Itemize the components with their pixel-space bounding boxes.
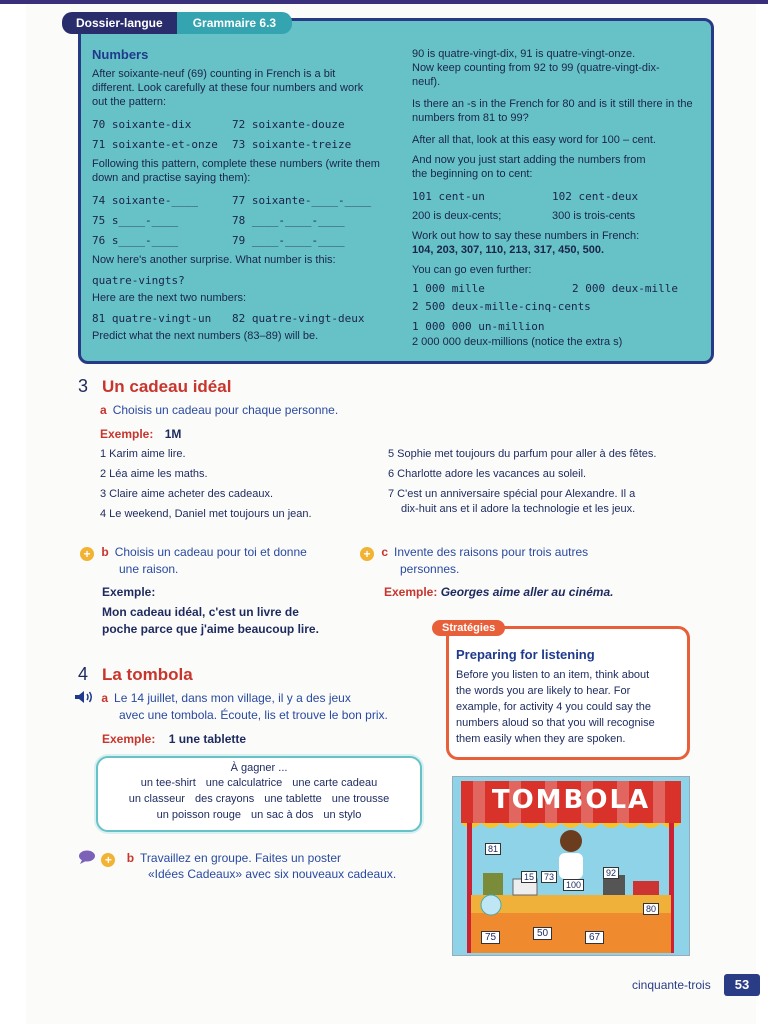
number-79: 79 ____-____-____ [232,234,345,247]
tombola-ticket: 50 [533,927,552,940]
number-75: 75 s____-____ [92,214,179,227]
prize-item: une trousse [331,793,390,805]
section-3a-instruction [100,403,338,417]
tombola-illustration [452,776,690,956]
grammaire-tab: Grammaire 6.3 [177,12,292,34]
strategies-title: Preparing for listening [456,647,595,662]
section-4b-instruction [78,850,341,867]
grammar-next: Here are the next two numbers: [92,292,247,304]
grammar-predict: Predict what the next numbers (83–89) will be. [92,330,319,342]
grammar-title: Numbers [92,47,149,62]
section-3b-example: poche parce que j'aime beaucoup lire. [102,622,319,636]
number-1000000: 1 000 000 un-million [412,320,545,333]
grammar-intro-line: After soixante-neuf (69) counting in French is a bit [92,68,336,80]
prize-item: un classeur [128,793,185,805]
section-3b-letter: b [101,545,109,559]
section-3c-text-cont: personnes. [400,562,460,576]
grammar-instruction: Following this pattern, complete these numbers (write them [92,158,380,170]
tombola-ticket: 81 [485,843,501,855]
section-4a-instruction [74,690,351,705]
grammar-right-line: neuf). [412,76,441,88]
prize-item: une tablette [264,793,322,805]
strategies-tab: Stratégies [432,620,505,636]
section-3c-example [384,585,613,599]
example-value: 1 une tablette [168,732,247,746]
number-82: 82 quatre-vingt-deux [232,312,365,325]
section-3c-letter: c [381,545,389,559]
grammar-right-line: Work out how to say these numbers in French: [412,230,640,242]
number-1000: 1 000 mille [412,282,485,295]
grammar-intro-line: different. Look carefully at these four numbers and work [92,82,364,94]
section-3b-instruction [80,545,307,561]
section-3-item: 3 Claire aime acheter des cadeaux. [100,488,274,500]
section-4a-text: Le 14 juillet, dans mon village, il y a des jeux [114,691,351,705]
number-72: 72 soixante-douze [232,118,345,131]
section-3-title: Un cadeau idéal [102,377,232,396]
number-76: 76 s____-____ [92,234,179,247]
number-81: 81 quatre-vingt-un [92,312,212,325]
prize-item: un sac à dos [251,809,314,821]
grammar-tab [62,12,292,34]
section-3a-letter: a [100,403,107,417]
section-4b-text: Travaillez en groupe. Faites un poster [140,851,342,865]
speech-bubble-icon [78,850,98,864]
section-4b-letter: b [126,851,135,865]
section-4b-text-cont: «Idées Cadeaux» avec six nouveaux cadeaux. [148,867,397,881]
section-4-example [102,732,246,746]
section-3-item: 7 C'est un anniversaire spécial pour Alexandre. Il a [388,488,636,500]
section-3-item: 2 Léa aime les maths. [100,468,208,480]
section-3-example [100,427,181,441]
grammar-surprise: Now here's another surprise. What number is this: [92,254,336,266]
prize-row [96,792,422,806]
tombola-ticket: 15 [521,871,537,883]
number-77: 77 soixante-____-____ [232,194,372,207]
example-value: 1M [164,427,182,441]
section-3a-text: Choisis un cadeau pour chaque personne. [112,403,339,417]
tombola-ticket: 73 [541,871,557,883]
grammar-right-line: Is there an -s in the French for 80 and is it still there in the [412,98,693,110]
section-3-number: 3 [78,376,89,396]
tombola-ticket: 80 [643,903,659,915]
footer-page-label: cinquante-trois [632,978,711,992]
strategies-line: them easily when they are spoken. [456,733,626,745]
example-label: Exemple: [102,732,156,746]
prize-row [96,808,422,822]
number-2500: 2 500 deux-mille-cinq-cents [412,300,591,313]
tombola-banner: TOMBOLA [491,785,651,815]
prize-item: des crayons [194,793,255,805]
grammar-right-line: And now you just start adding the numbers from [412,154,646,166]
grammar-right-line: numbers from 81 to 99? [412,112,529,124]
grammar-intro-line: out the pattern: [92,96,166,108]
grammar-right-line: the beginning on to cent: [412,168,533,180]
prize-item: une calculatrice [205,777,283,789]
dossier-langue-tab: Dossier-langue [62,12,177,34]
strategies-line: the words you are likely to hear. For [456,685,631,697]
page-number: 53 [724,974,760,996]
prize-item: un poisson rouge [156,809,242,821]
section-3-item: dix-huit ans et il adore la technologie et les jeux. [401,503,636,515]
tombola-ticket: 67 [585,931,604,944]
section-4-title: La tombola [102,665,193,684]
section-4-number: 4 [78,664,89,684]
prize-item: un tee-shirt [140,777,196,789]
example-value: Georges aime aller au cinéma. [440,585,614,599]
strategies-line: numbers aloud so that you will recognise [456,717,655,729]
number-2000000: 2 000 000 deux-millions (notice the extra s) [412,336,623,348]
tombola-ticket: 92 [603,867,619,879]
prize-title: À gagner ... [230,762,288,774]
number-200: 200 is deux-cents; [412,210,502,222]
strategies-line: Before you listen to an item, think about [456,669,650,681]
prize-item: une carte cadeau [292,777,378,789]
tombola-ticket: 75 [481,931,500,944]
section-4a-text-cont: avec une tombola. Écoute, lis et trouve le bon prix. [119,708,388,722]
section-3b-text-cont: une raison. [119,562,179,576]
section-3b-example-label: Exemple: [102,585,156,599]
section-3c-instruction [360,545,588,561]
strategies-line: example, for activity 4 you could say the [456,701,652,713]
section-3b-text: Choisis un cadeau pour toi et donne [114,545,307,559]
section-3-item: 4 Le weekend, Daniel met toujours un jean. [100,508,312,520]
prize-item: un stylo [323,809,362,821]
section-3-item: 5 Sophie met toujours du parfum pour aller à des fêtes. [388,448,657,460]
section-3b-example: Mon cadeau idéal, c'est un livre de [102,605,299,619]
number-71: 71 soixante-et-onze [92,138,218,151]
number-74: 74 soixante-____ [92,194,198,207]
extension-plus-icon: + [360,547,374,561]
grammar-right-line: 90 is quatre-vingt-dix, 91 is quatre-vingt-onze. [412,48,636,60]
quatre-vingts: quatre-vingts? [92,274,185,287]
example-label: Exemple: [100,427,154,441]
top-strip [0,0,768,4]
prize-row [96,776,422,790]
grammar-numbers-list: 104, 203, 307, 110, 213, 317, 450, 500. [412,244,605,256]
grammar-right-line: Now keep counting from 92 to 99 (quatre-vingt-dix- [412,62,660,74]
grammar-instruction: down and practise saying them): [92,172,251,184]
section-3-item: 1 Karim aime lire. [100,448,186,460]
section-4a-letter: a [101,691,109,705]
section-3c-text: Invente des raisons pour trois autres [394,545,589,559]
number-73: 73 soixante-treize [232,138,352,151]
number-300: 300 is trois-cents [552,210,636,222]
audio-speaker-icon[interactable] [74,690,94,704]
number-101: 101 cent-un [412,190,485,203]
extension-plus-icon: + [80,547,94,561]
tombola-ticket: 100 [563,879,584,891]
number-70: 70 soixante-dix [92,118,192,131]
grammar-right-line: After all that, look at this easy word for 100 – cent. [412,134,656,146]
number-78: 78 ____-____-____ [232,214,345,227]
grammar-right-line: You can go even further: [412,264,532,276]
section-3-item: 6 Charlotte adore les vacances au soleil. [388,468,587,480]
number-102: 102 cent-deux [552,190,639,203]
number-2000: 2 000 deux-mille [572,282,678,295]
example-label: Exemple: [384,585,438,599]
extension-plus-icon: + [101,853,115,867]
